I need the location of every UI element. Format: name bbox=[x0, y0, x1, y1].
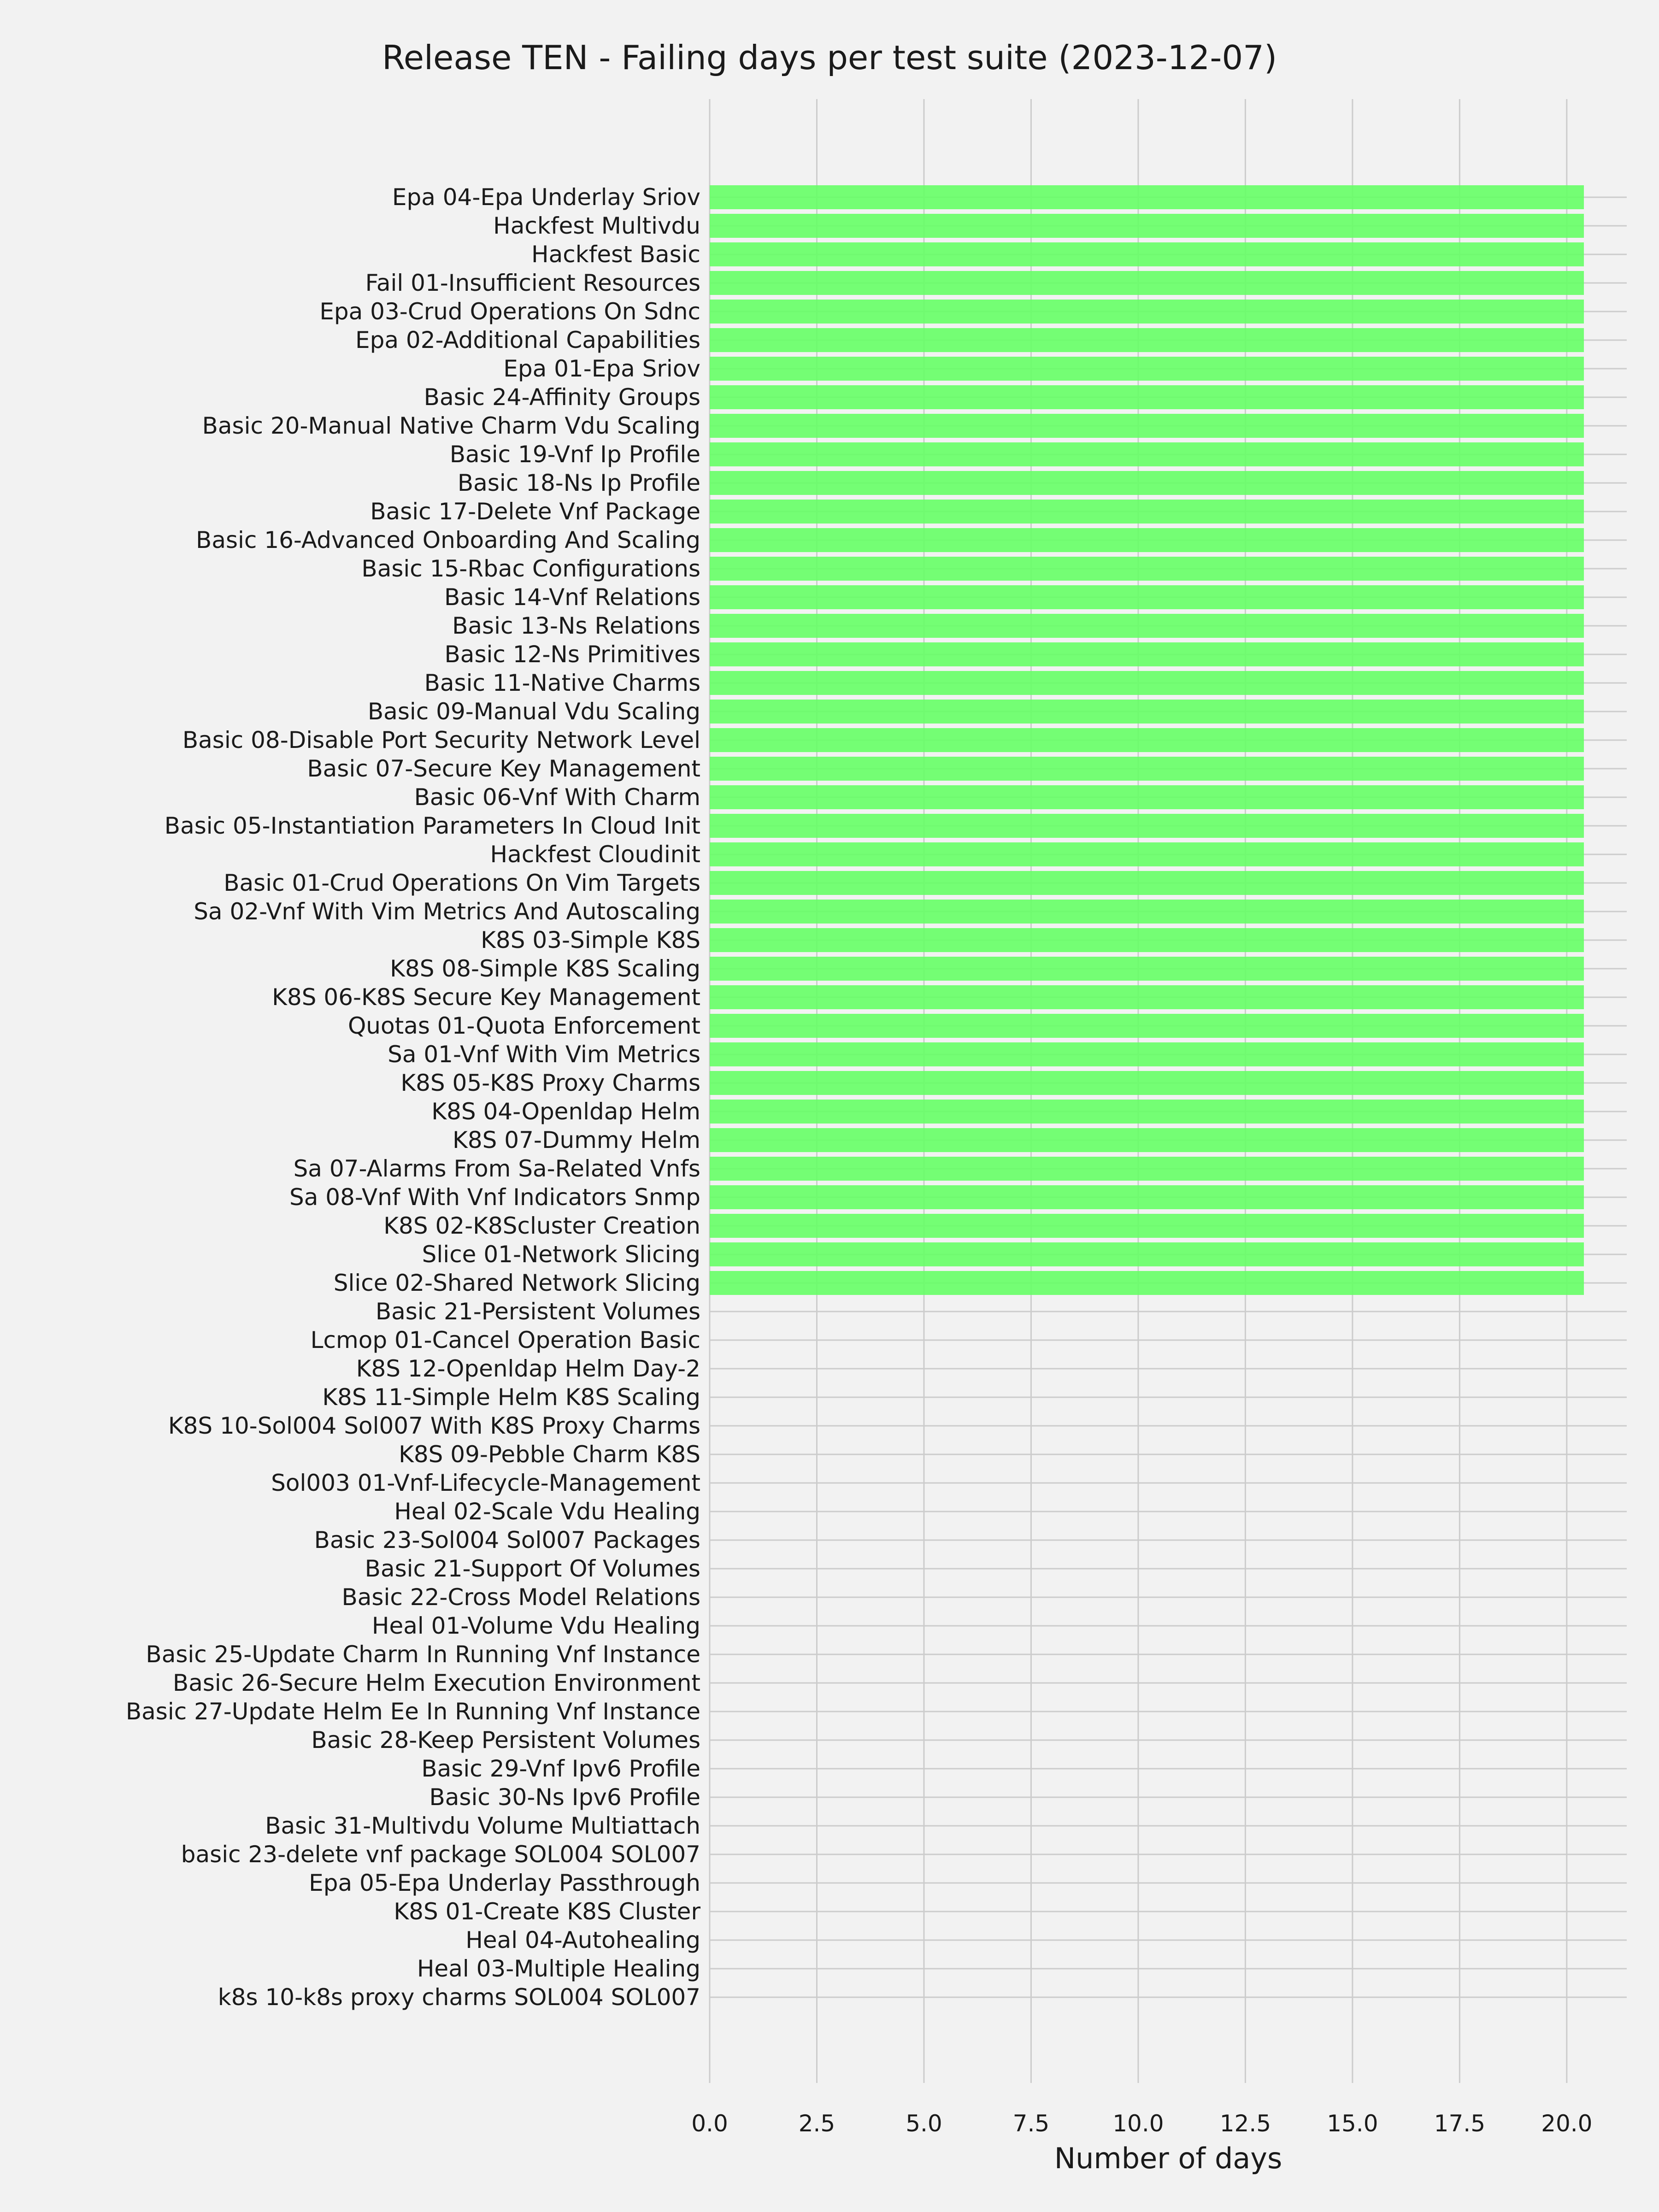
bar bbox=[710, 1157, 1584, 1181]
x-tick-label: 2.5 bbox=[798, 2110, 835, 2137]
bar bbox=[710, 957, 1584, 981]
y-tick-label: K8S 02-K8Scluster Creation bbox=[383, 1212, 700, 1239]
y-tick-label: Basic 26-Secure Helm Execution Environment bbox=[172, 1670, 700, 1696]
bar bbox=[710, 1214, 1584, 1238]
bar bbox=[710, 528, 1584, 552]
bar bbox=[710, 385, 1584, 409]
y-tick-label: basic 23-delete vnf package SOL004 SOL007 bbox=[181, 1841, 700, 1868]
bar bbox=[710, 1071, 1584, 1095]
y-tick-label: K8S 03-Simple K8S bbox=[481, 927, 700, 953]
y-tick-label: Basic 17-Delete Vnf Package bbox=[370, 498, 700, 525]
bar bbox=[710, 185, 1584, 209]
y-tick-label: K8S 08-Simple K8S Scaling bbox=[390, 955, 700, 982]
y-tick-label: Basic 30-Ns Ipv6 Profile bbox=[429, 1784, 700, 1811]
y-tick-label: Heal 04-Autohealing bbox=[465, 1927, 700, 1953]
y-tick-label: Basic 11-Native Charms bbox=[424, 670, 700, 696]
y-tick-label: k8s 10-k8s proxy charms SOL004 SOL007 bbox=[218, 1984, 700, 2011]
y-tick-label: Slice 02-Shared Network Slicing bbox=[333, 1270, 700, 1296]
y-tick-label: Basic 07-Secure Key Management bbox=[307, 755, 700, 782]
y-tick-label: Heal 03-Multiple Healing bbox=[417, 1955, 700, 1982]
y-tick-label: Epa 05-Epa Underlay Passthrough bbox=[309, 1870, 700, 1896]
y-tick-label: Lcmop 01-Cancel Operation Basic bbox=[310, 1327, 700, 1353]
y-tick-label: Heal 02-Scale Vdu Healing bbox=[394, 1498, 700, 1525]
bar bbox=[710, 614, 1584, 638]
bar bbox=[710, 642, 1584, 666]
y-tick-label: Sa 02-Vnf With Vim Metrics And Autoscaling bbox=[194, 898, 700, 925]
chart-title: Release TEN - Failing days per test suite (2023-12-07) bbox=[382, 38, 1277, 77]
bar bbox=[710, 1242, 1584, 1266]
y-tick-label: Basic 15-Rbac Configurations bbox=[361, 555, 700, 582]
y-tick-label: Basic 31-Multivdu Volume Multiattach bbox=[265, 1812, 700, 1839]
bar bbox=[710, 985, 1584, 1009]
bar bbox=[710, 328, 1584, 352]
bar bbox=[710, 871, 1584, 895]
bars bbox=[710, 185, 1584, 1295]
bar bbox=[710, 471, 1584, 495]
bar bbox=[710, 414, 1584, 438]
bar bbox=[710, 757, 1584, 781]
bar bbox=[710, 300, 1584, 324]
y-tick-label: Epa 03-Crud Operations On Sdnc bbox=[319, 298, 700, 325]
y-tick-label: K8S 11-Simple Helm K8S Scaling bbox=[322, 1384, 700, 1411]
y-tick-label: K8S 01-Create K8S Cluster bbox=[394, 1898, 700, 1925]
bar bbox=[710, 1128, 1584, 1152]
y-tick-label: Basic 18-Ns Ip Profile bbox=[457, 470, 700, 496]
y-tick-label: Basic 25-Update Charm In Running Vnf Instance bbox=[146, 1641, 700, 1668]
bar bbox=[710, 500, 1584, 524]
y-tick-label: Fail 01-Insufficient Resources bbox=[365, 270, 700, 296]
y-tick-label: Basic 08-Disable Port Security Network Level bbox=[182, 727, 700, 753]
bar bbox=[710, 900, 1584, 924]
bar bbox=[710, 814, 1584, 838]
y-tick-label: Basic 01-Crud Operations On Vim Targets bbox=[224, 870, 700, 896]
y-tick-label: Basic 29-Vnf Ipv6 Profile bbox=[421, 1755, 700, 1782]
y-tick-label: Basic 19-Vnf Ip Profile bbox=[449, 441, 700, 468]
y-tick-label: Heal 01-Volume Vdu Healing bbox=[371, 1612, 700, 1639]
bar bbox=[710, 842, 1584, 866]
bar bbox=[710, 785, 1584, 809]
y-tick-label: Basic 23-Sol004 Sol007 Packages bbox=[314, 1527, 700, 1553]
bar bbox=[710, 585, 1584, 609]
x-tick-label: 7.5 bbox=[1012, 2110, 1050, 2137]
y-tick-label: Sol003 01-Vnf-Lifecycle-Management bbox=[271, 1470, 700, 1496]
bar bbox=[710, 671, 1584, 695]
y-tick-label: Basic 27-Update Helm Ee In Running Vnf Instance bbox=[125, 1698, 700, 1725]
y-tick-label: Hackfest Cloudinit bbox=[490, 841, 700, 868]
bar bbox=[710, 1185, 1584, 1209]
y-tick-label: Basic 21-Support Of Volumes bbox=[365, 1555, 700, 1582]
y-tick-label: K8S 09-Pebble Charm K8S bbox=[399, 1441, 700, 1468]
y-tick-label: Basic 21-Persistent Volumes bbox=[375, 1298, 700, 1325]
y-tick-label: Basic 22-Cross Model Relations bbox=[341, 1584, 700, 1611]
bar bbox=[710, 242, 1584, 266]
y-tick-label: Slice 01-Network Slicing bbox=[422, 1241, 700, 1268]
bar bbox=[710, 214, 1584, 238]
bar bbox=[710, 928, 1584, 952]
y-tick-label: K8S 12-Openldap Helm Day-2 bbox=[356, 1355, 700, 1382]
y-tick-label: Quotas 01-Quota Enforcement bbox=[347, 1012, 700, 1039]
y-tick-label: K8S 05-K8S Proxy Charms bbox=[400, 1070, 700, 1096]
bar bbox=[710, 1014, 1584, 1038]
y-tick-label: Basic 20-Manual Native Charm Vdu Scaling bbox=[202, 412, 700, 439]
y-tick-label: Basic 14-Vnf Relations bbox=[444, 584, 700, 611]
y-tick-label: K8S 07-Dummy Helm bbox=[453, 1127, 700, 1153]
bar bbox=[710, 1042, 1584, 1066]
bar bbox=[710, 728, 1584, 752]
y-tick-label: Basic 16-Advanced Onboarding And Scaling bbox=[196, 527, 700, 553]
y-tick-label: Basic 24-Affinity Groups bbox=[424, 384, 700, 411]
y-tick-label: Basic 12-Ns Primitives bbox=[444, 641, 700, 668]
y-tick-label: Sa 08-Vnf With Vnf Indicators Snmp bbox=[289, 1184, 700, 1211]
y-tick-label: Epa 02-Additional Capabilities bbox=[355, 327, 700, 353]
bar bbox=[710, 1100, 1584, 1124]
bar bbox=[710, 557, 1584, 581]
y-tick-label: Basic 28-Keep Persistent Volumes bbox=[311, 1727, 700, 1753]
x-axis-label: Number of days bbox=[1054, 2141, 1282, 2175]
x-tick-label: 5.0 bbox=[906, 2110, 942, 2137]
y-tick-label: Epa 04-Epa Underlay Sriov bbox=[392, 184, 700, 211]
x-tick-label: 0.0 bbox=[691, 2110, 728, 2137]
x-tick-label: 17.5 bbox=[1434, 2110, 1486, 2137]
y-tick-label: Sa 01-Vnf With Vim Metrics bbox=[388, 1041, 700, 1068]
bar bbox=[710, 700, 1584, 724]
y-tick-label: Basic 05-Instantiation Parameters In Cloud Init bbox=[164, 812, 700, 839]
bar bbox=[710, 271, 1584, 295]
y-tick-label: Hackfest Multivdu bbox=[493, 212, 700, 239]
y-tick-label: Basic 13-Ns Relations bbox=[452, 612, 700, 639]
x-tick-labels bbox=[691, 2110, 1592, 2137]
y-tick-label: K8S 06-K8S Secure Key Management bbox=[272, 984, 700, 1011]
x-tick-label: 20.0 bbox=[1541, 2110, 1593, 2137]
y-tick-label: K8S 10-Sol004 Sol007 With K8S Proxy Charms bbox=[168, 1412, 700, 1439]
y-tick-label: K8S 04-Openldap Helm bbox=[431, 1098, 700, 1125]
y-tick-label: Basic 09-Manual Vdu Scaling bbox=[367, 698, 700, 725]
x-tick-label: 15.0 bbox=[1327, 2110, 1378, 2137]
y-tick-label: Basic 06-Vnf With Charm bbox=[414, 784, 700, 811]
y-tick-label: Sa 07-Alarms From Sa-Related Vnfs bbox=[293, 1155, 700, 1182]
y-tick-label: Hackfest Basic bbox=[531, 241, 700, 268]
bar bbox=[710, 1271, 1584, 1295]
y-tick-label: Epa 01-Epa Sriov bbox=[503, 355, 700, 382]
bar bbox=[710, 357, 1584, 381]
x-tick-label: 12.5 bbox=[1219, 2110, 1271, 2137]
bar bbox=[710, 442, 1584, 466]
x-tick-label: 10.0 bbox=[1112, 2110, 1164, 2137]
